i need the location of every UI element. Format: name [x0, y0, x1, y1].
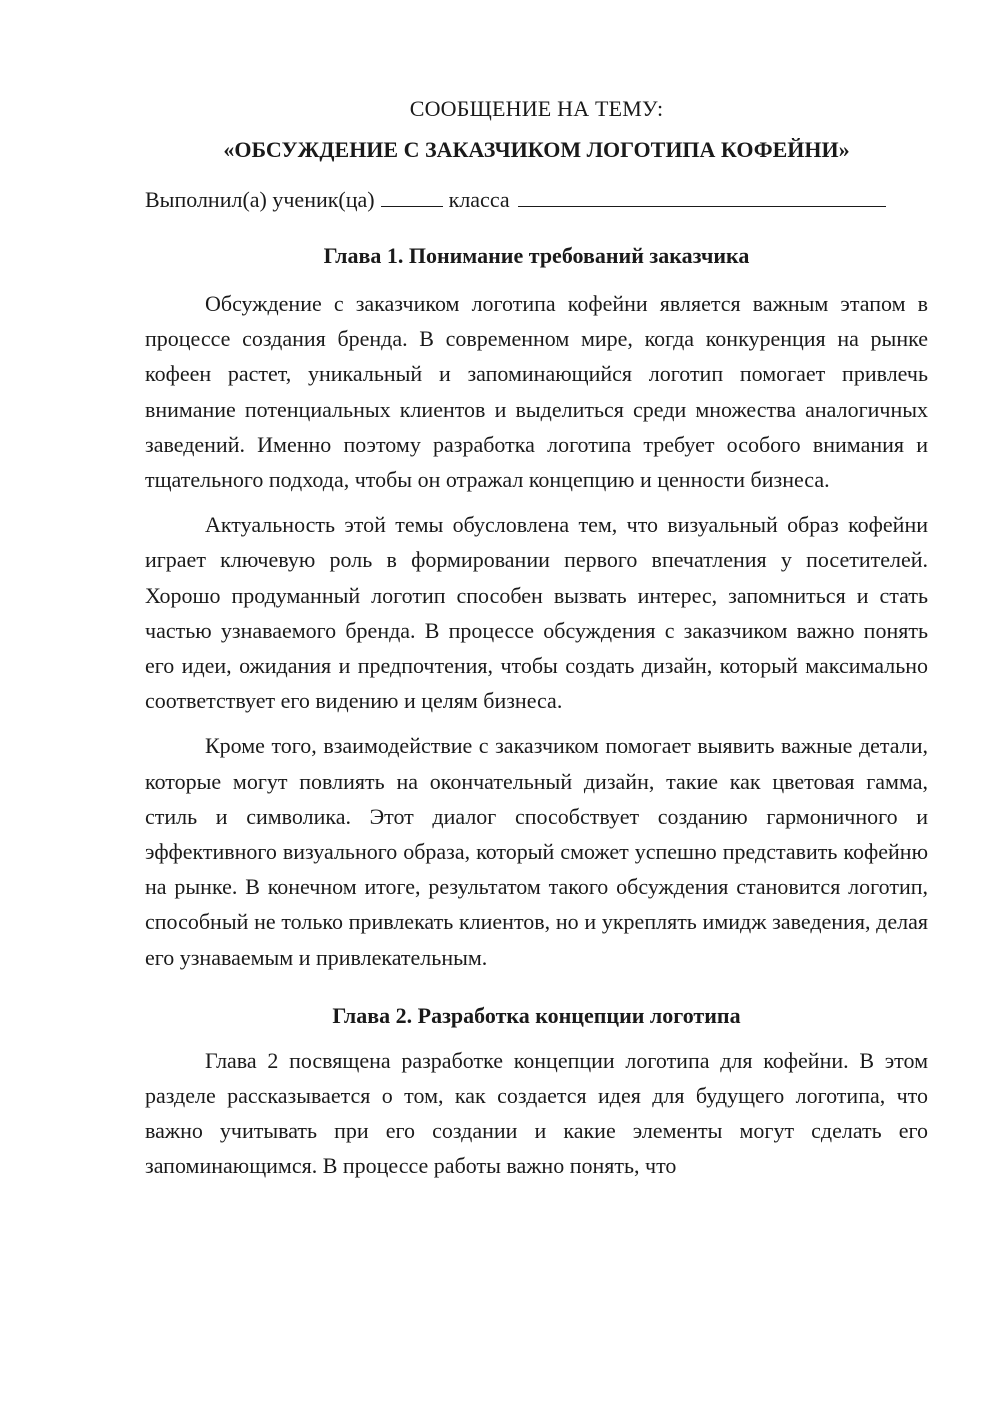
document-title-line-2: «ОБСУЖДЕНИЕ С ЗАКАЗЧИКОМ ЛОГОТИПА КОФЕЙНИ» [223, 137, 850, 162]
chapter-1-heading: Глава 1. Понимание требований заказчика [323, 243, 750, 268]
class-blank [518, 184, 886, 207]
chapter-2-heading: Глава 2. Разработка концепции логотипа [332, 1002, 741, 1028]
chapter-1-paragraph-2: Актуальность этой темы обусловлена тем, что визуальный образ кофейни играет ключевую роль в формировании первого впечатления у посетителей. Хорошо продуманный логотип способен вызвать интерес, запомниться и стать частью узнаваемого бренда. В процессе обсуждения с заказчиком важно понять его идеи, ожидания и предпочтения, чтобы создать дизайн, который максимально соответствует его видению и целям бизнеса. [145, 512, 928, 714]
document-title-line-1: СООБЩЕНИЕ НА ТЕМУ: [409, 96, 664, 121]
chapter-1-paragraph-3: Кроме того, взаимодействие с заказчиком помогает выявить важные детали, которые могут повлиять на окончательный дизайн, такие как цветовая гамма, стиль и символика. Этот диалог способствует созданию гармоничного и эффективного визуального образа, который сможет успешно представить кофейню на рынке. В конечном итоге, результатом такого обсуждения становится логотип, способный не только привлекать клиентов, но и укреплять имидж заведения, делая его узнаваемым и привлекательным. [145, 733, 928, 970]
student-name-blank [381, 184, 443, 207]
chapter-1-paragraph-1: Обсуждение с заказчиком логотипа кофейни является важным этапом в процессе создания бренда. В современном мире, когда конкуренция на рынке кофеен растет, уникальный и запоминающийся логотип помогает привлечь внимание потенциальных клиентов и выделиться среди множества аналогичных заведений. Именно поэтому разработка логотипа требует особого внимания и тщательного подхода, чтобы он отражал концепцию и ценности бизнеса. [145, 291, 928, 493]
author-prefix: Выполнил(а) ученик(ца) [145, 187, 375, 212]
chapter-2-paragraph-1: Глава 2 посвящена разработке концепции логотипа для кофейни. В этом разделе рассказывается о том, как создается идея для будущего логотипа, что важно учитывать при его создании и какие элементы могут сделать его запоминающимся. В процессе работы важно понять, что [145, 1047, 928, 1179]
class-word: класса [448, 187, 510, 212]
document-content [145, 93, 928, 1184]
author-line [145, 183, 928, 217]
